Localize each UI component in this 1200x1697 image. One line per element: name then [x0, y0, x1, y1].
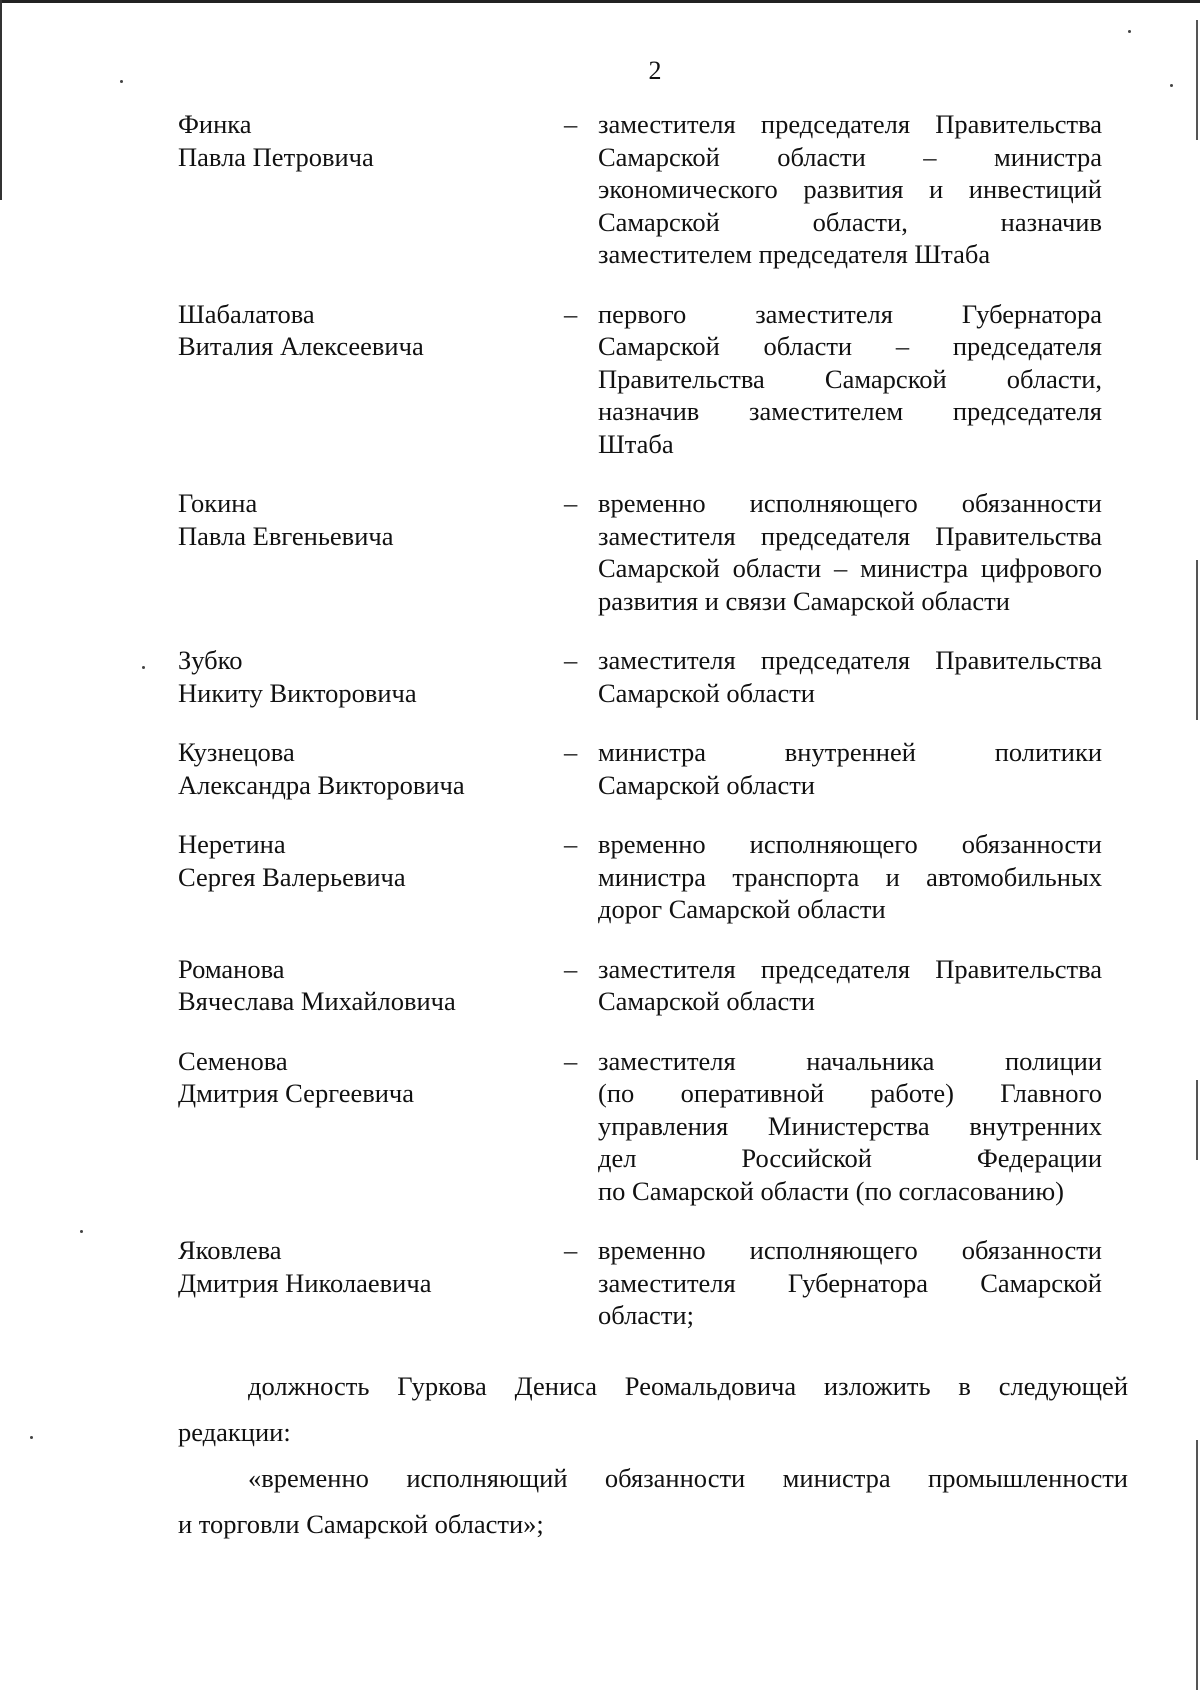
- position-line: области;: [598, 1300, 694, 1330]
- position-line: временно исполняющего обязанности: [598, 1235, 1102, 1265]
- paragraph-line: редакции:: [178, 1417, 291, 1447]
- position-line: Самарской области: [598, 986, 815, 1016]
- position-line: по Самарской области (по согласованию): [598, 1175, 1064, 1206]
- person-given-name: Никиту Викторовича: [178, 677, 417, 708]
- position-line: экономического развития и инвестиций: [598, 174, 1102, 204]
- position-line: заместителя начальника полиции: [598, 1045, 1102, 1076]
- person-name: [178, 108, 558, 173]
- dash-separator: –: [564, 298, 578, 329]
- position-line: заместителя Губернатора Самарской: [598, 1267, 1102, 1298]
- position-line: заместителя председателя Правительства: [598, 520, 1102, 551]
- person-surname: Неретина: [178, 829, 286, 859]
- position-line: заместителя председателя Правительства: [598, 645, 1102, 675]
- position-line: Самарской области – председателя: [598, 331, 1102, 361]
- position-description: [598, 736, 1102, 801]
- position-line: временно исполняющего обязанности: [598, 488, 1102, 518]
- dash-separator: –: [564, 488, 578, 518]
- person-given-name: Виталия Алексеевича: [178, 331, 424, 361]
- position-line: Самарской области: [598, 769, 815, 800]
- position-line: Штаба: [598, 428, 674, 459]
- amendment-quote-paragraph: [178, 1455, 1128, 1547]
- person-name: [178, 736, 558, 801]
- appointment-entry: [178, 1234, 1108, 1332]
- person-surname: Романова: [178, 953, 285, 984]
- amendment-paragraph: [178, 1363, 1128, 1455]
- position-line: Самарской области – министра цифрового: [598, 553, 1102, 583]
- person-name: [178, 953, 558, 1018]
- appointment-entry: [178, 487, 1108, 617]
- person-given-name: Дмитрия Сергеевича: [178, 1078, 415, 1108]
- position-description: [598, 487, 1102, 617]
- scan-border-right: [1196, 560, 1198, 720]
- dash-separator: –: [564, 737, 578, 767]
- paragraph-line: должность Гуркова Дениса Реомальдовича изложить в следующей: [248, 1371, 1128, 1401]
- position-line: дел Российской Федерации: [598, 1143, 1102, 1173]
- dash-separator: –: [564, 1045, 578, 1076]
- person-given-name: Дмитрия Николаевича: [178, 1267, 432, 1298]
- person-surname: Финка: [178, 109, 252, 139]
- position-line: развития и связи Самарской области: [598, 585, 1010, 616]
- position-line: Самарской области, назначив: [598, 206, 1102, 237]
- position-description: [598, 1234, 1102, 1332]
- position-line: заместителя председателя Правительства: [598, 953, 1102, 984]
- person-surname: Шабалатова: [178, 298, 315, 329]
- appointment-entry: [178, 736, 1108, 801]
- appointments-list: [178, 108, 1108, 1332]
- person-name: [178, 1045, 558, 1110]
- appointment-entry: [178, 644, 1108, 709]
- position-line: временно исполняющего обязанности: [598, 829, 1102, 859]
- person-given-name: Павла Евгеньевича: [178, 520, 394, 551]
- position-line: Самарской области – министра: [598, 141, 1102, 172]
- scan-border-right: [1196, 1440, 1198, 1690]
- person-given-name: Павла Петровича: [178, 141, 374, 172]
- position-line: министра транспорта и автомобильных: [598, 861, 1102, 892]
- position-description: [598, 644, 1102, 709]
- person-surname: Гокина: [178, 488, 258, 518]
- person-given-name: Александра Викторовича: [178, 769, 465, 800]
- scan-border-left: [0, 0, 2, 200]
- person-surname: Семенова: [178, 1045, 288, 1076]
- position-description: [598, 298, 1102, 461]
- scan-speck: [142, 666, 145, 669]
- person-name: [178, 298, 558, 363]
- person-name: [178, 487, 558, 552]
- person-surname: Кузнецова: [178, 737, 295, 767]
- person-surname: Зубко: [178, 645, 243, 675]
- paragraph-line: и торговли Самарской области»;: [178, 1509, 544, 1539]
- position-line: Правительства Самарской области,: [598, 363, 1102, 394]
- position-line: управления Министерства внутренних: [598, 1110, 1102, 1141]
- scan-border-top: [0, 0, 1200, 3]
- person-name: [178, 828, 558, 893]
- position-line: Самарской области: [598, 677, 815, 708]
- position-line: назначив заместителем председателя: [598, 396, 1102, 426]
- position-line: дорог Самарской области: [598, 894, 886, 924]
- dash-separator: –: [564, 645, 578, 675]
- position-description: [598, 1045, 1102, 1208]
- dash-separator: –: [564, 1235, 578, 1265]
- appointment-entry: [178, 953, 1108, 1018]
- person-name: [178, 644, 558, 709]
- position-line: первого заместителя Губернатора: [598, 298, 1102, 329]
- dash-separator: –: [564, 953, 578, 984]
- appointment-entry: [178, 108, 1108, 271]
- paragraph-line: «временно исполняющий обязанности министра промышленности: [248, 1463, 1128, 1493]
- position-description: [598, 953, 1102, 1018]
- position-line: министра внутренней политики: [598, 737, 1102, 767]
- appointment-entry: [178, 828, 1108, 926]
- appointment-entry: [178, 298, 1108, 461]
- page-number: 2: [648, 56, 662, 85]
- position-line: (по оперативной работе) Главного: [598, 1078, 1102, 1108]
- scan-speck: [1128, 30, 1131, 33]
- person-given-name: Сергея Валерьевича: [178, 861, 406, 892]
- person-name: [178, 1234, 558, 1299]
- scan-speck: [80, 1230, 83, 1233]
- person-surname: Яковлева: [178, 1235, 282, 1265]
- position-line: заместителя председателя Правительства: [598, 109, 1102, 139]
- position-description: [598, 108, 1102, 271]
- scan-speck: [30, 1436, 33, 1439]
- appointment-entry: [178, 1045, 1108, 1208]
- dash-separator: –: [564, 109, 578, 139]
- position-description: [598, 828, 1102, 926]
- scan-border-right: [1196, 1080, 1198, 1160]
- person-given-name: Вячеслава Михайловича: [178, 986, 456, 1016]
- dash-separator: –: [564, 829, 578, 859]
- position-line: заместителем председателя Штаба: [598, 239, 991, 269]
